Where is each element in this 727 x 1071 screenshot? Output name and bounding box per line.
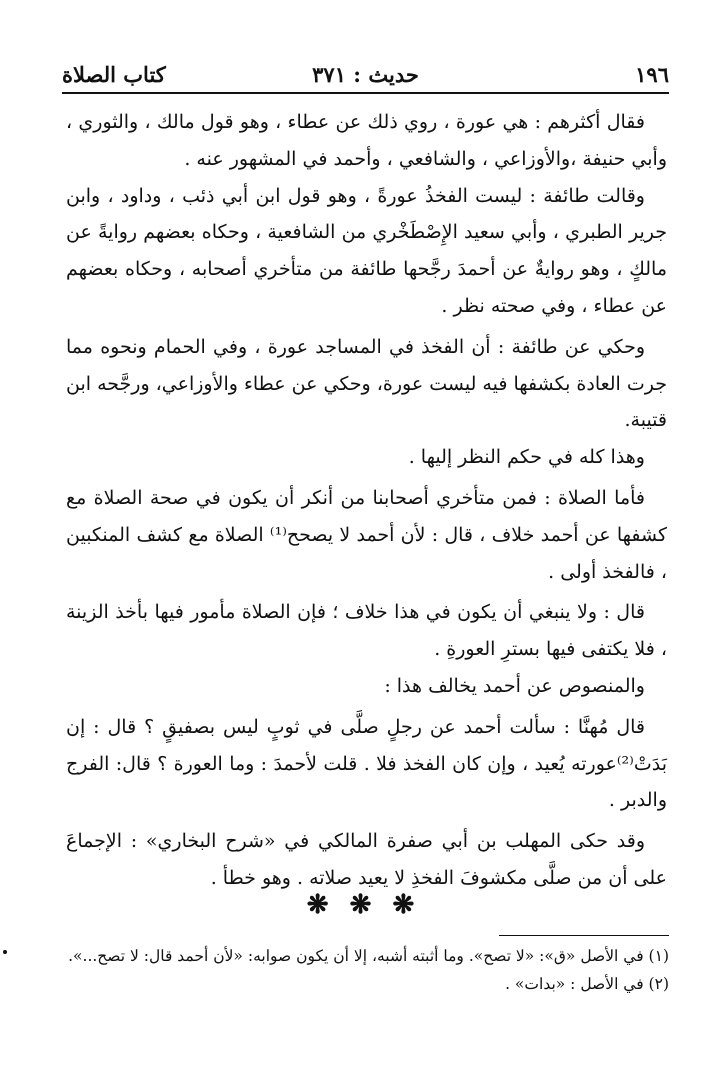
paragraph: وقالت طائفة : ليست الفخذُ عورةً ، وهو قول ابن أبي ذئب ، وداود ، وابن جرير الطبري ، وأبي سعيد الإِصْطَخْري من الشافعية ، وحكاه بعضهم روايةً عن مالكٍ ، وهو روايةٌ عن أحمدَ رجَّحها طائفة من متأخري أصحابه ، وحكاه بعضهم عن عطاء ، وفي صحته نظر . <box>66 184 667 317</box>
book-title: كتاب الصلاة <box>62 62 166 87</box>
scan-speck <box>3 950 7 954</box>
footnote-divider <box>499 935 669 936</box>
paragraph: قال مُهنَّا : سألت أحمد عن رجلٍ صلَّى في ثوبٍ ليس بصفيقٍ ؟ قال : إن بَدَتْ⁽²⁾عورته يُعيد ، وإن كان الفخذ فلا . قلت لأحمدَ : وما العورة ؟ قال: الفرج والدبر . <box>66 715 667 812</box>
main-text <box>66 104 667 897</box>
paragraph: فقال أكثرهم : هي عورة ، روي ذلك عن عطاء ، وهو قول مالك ، والثوري ، وأبي حنيفة ،والأوزاعي ، والشافعي ، وأحمد في المشهور عنه . <box>66 111 667 170</box>
footnotes <box>66 942 669 998</box>
paragraph: قال : ولا ينبغي أن يكون في هذا خلاف ؛ فإن الصلاة مأمور فيها بأخذ الزينة ، فلا يكتفى فيها بسترِ العورةِ . <box>66 601 667 661</box>
section-separator: ❋ ❋ ❋ <box>306 890 421 920</box>
paragraph: وقد حكى المهلب بن أبي صفرة المالكي في «شرح البخاري» : الإجماعَ على أن من صلَّى مكشوفَ الفخذِ لا يعيد صلاته . وهو خطأ . <box>66 830 667 889</box>
page-number: ١٩٦ <box>635 62 669 87</box>
paragraph: والمنصوص عن أحمد يخالف هذا : <box>384 674 645 697</box>
running-header <box>62 58 669 92</box>
paragraph: فأما الصلاة : فمن متأخري أصحابنا من أنكر أن يكون في صحة الصلاة مع كشفها عن أحمد خلاف ، قال : لأن أحمد لا يصحح⁽¹⁾ الصلاة مع كشف المنكبين ، فالفخذ أولى . <box>66 486 668 583</box>
footnote: (٢) في الأصل : «بدات» . <box>505 975 669 993</box>
header-divider <box>62 92 669 94</box>
hadith-number: حديث : ٣٧١ <box>312 62 419 87</box>
paragraph: وهذا كله في حكم النظر إليها . <box>408 446 645 469</box>
paragraph: وحكي عن طائفة : أن الفخذ في المساجد عورة ، وفي الحمام ونحوه مما جرت العادة بكشفها فيه ليست عورة، وحكي عن عطاء والأوزاعي، ورجَّحه ابن قتيبة. <box>66 335 667 432</box>
footnote: (١) في الأصل «ق»: «لا تصح». وما أثبته أشبه، إلا أن يكون صوابه: «لأن أحمد قال: لا تصح...». <box>68 947 669 965</box>
